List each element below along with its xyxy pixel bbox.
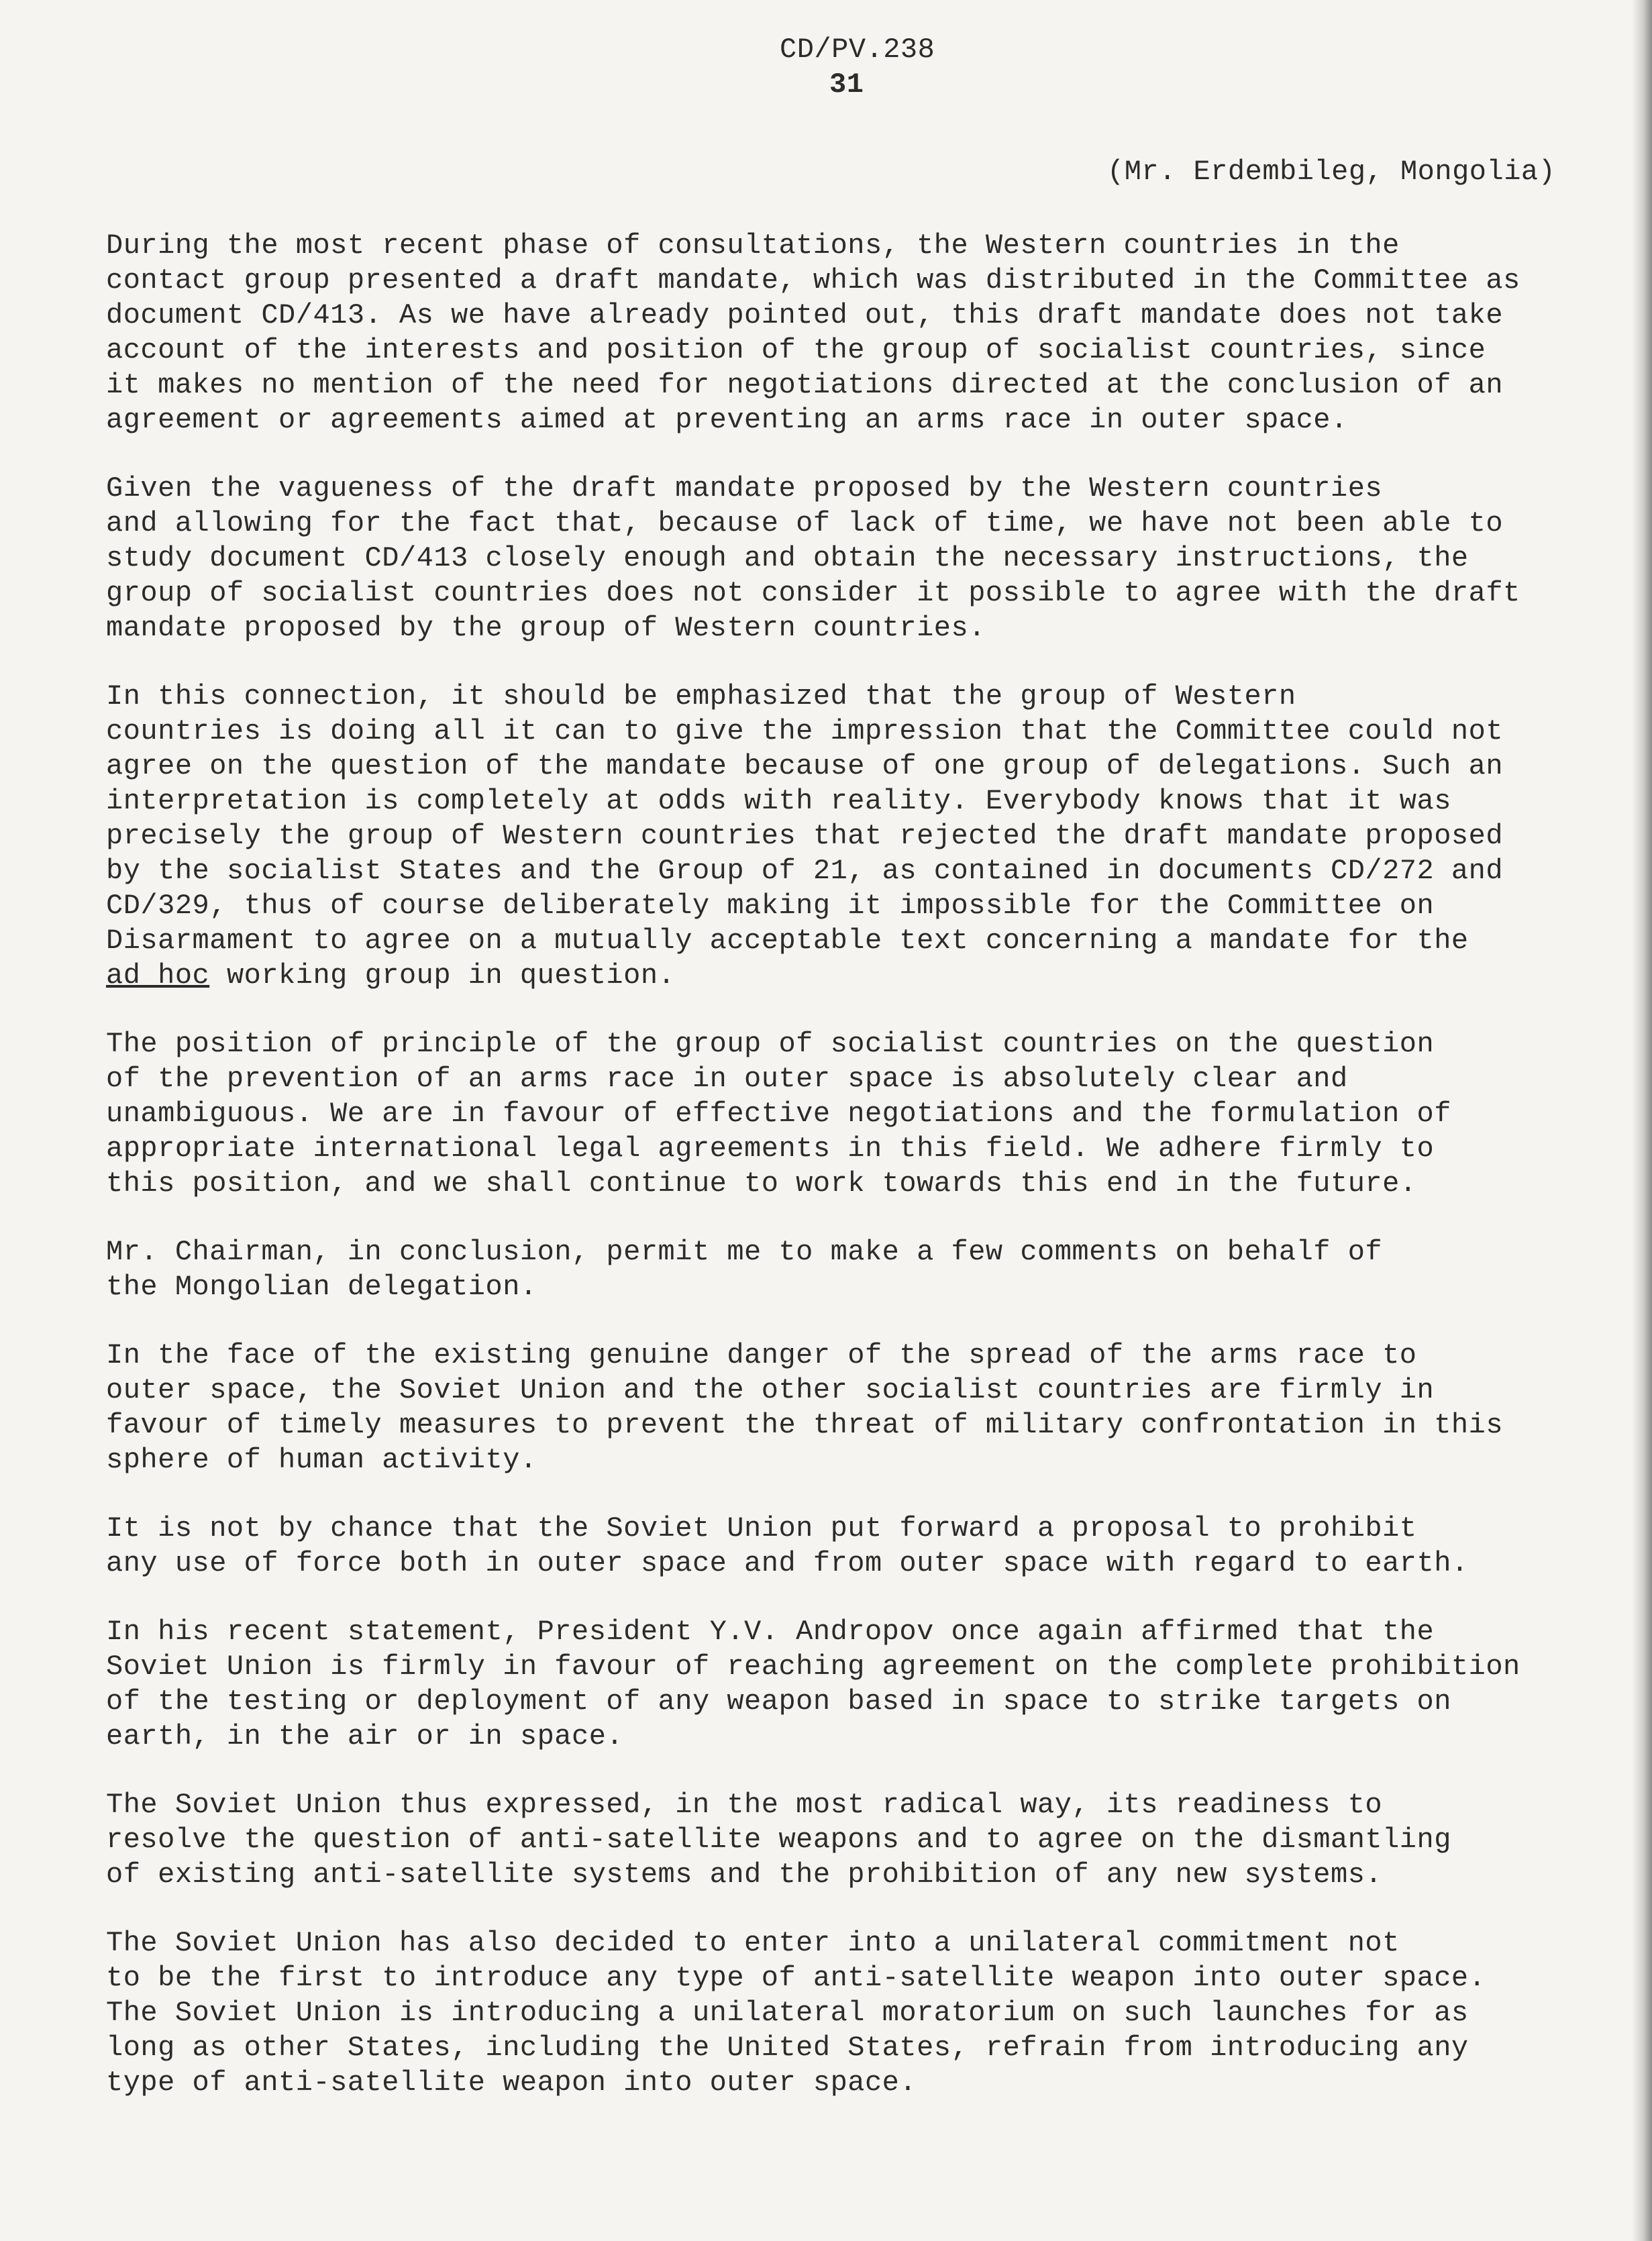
- paragraph: In his recent statement, President Y.V. Andropov once again affirmed that the Soviet Union is firmly in favour of reaching agreement on the complete prohibition of the testing or deployment of any weapon based in space to strike targets on earth, in the air or in space.: [106, 1616, 1520, 1753]
- paragraph: Mr. Chairman, in conclusion, permit me to make a few comments on behalf of the Mongolian delegation.: [106, 1236, 1383, 1303]
- paragraph: In the face of the existing genuine danger of the spread of the arms race to outer space, the Soviet Union and the other socialist countries are firmly in favour of timely measures to prevent the threat of military confrontation in this sphere of human activity.: [106, 1339, 1504, 1476]
- paragraph: Given the vagueness of the draft mandate proposed by the Western countries and allowing for the fact that, because of lack of time, we have not been able to study document CD/413 closely enough and obtain the necessary instructions, the group of socialist countries does not consider it possible to agree with the draft mandate proposed by the group of Western countries.: [106, 472, 1520, 644]
- page-edge-shadow: [1632, 0, 1652, 2241]
- paragraph: [106, 679, 1535, 993]
- document-body: [106, 228, 1535, 2134]
- paragraph: It is not by chance that the Soviet Union put forward a proposal to prohibit any use of force both in outer space and from outer space with regard to earth.: [106, 1512, 1469, 1579]
- speaker-attribution: (Mr. Erdembileg, Mongolia): [1107, 156, 1556, 188]
- paragraph: The position of principle of the group of socialist countries on the question of the prevention of an arms race in outer space is absolutely clear and unambiguous. We are in favour of effective negotiations and the formulation of appropriate international legal agreements in this field. We adhere firmly to this position, and we shall continue to work towards this end in the future.: [106, 1028, 1451, 1200]
- document-reference: CD/PV.238: [780, 34, 935, 66]
- paragraph: The Soviet Union thus expressed, in the most radical way, its readiness to resolve the question of anti-satellite weapons and to agree on the dismantling of existing anti-satellite systems and the prohibition of any new systems.: [106, 1789, 1451, 1891]
- paragraph: During the most recent phase of consultations, the Western countries in the contact group presented a draft mandate, which was distributed in the Committee as document CD/413. As we have already pointed out, this draft mandate does not take account of the interests and position of the group of socialist countries, since it makes no mention of the need for negotiations directed at the conclusion of an agreement or agreements aimed at preventing an arms race in outer space.: [106, 229, 1520, 436]
- paragraph-text: In this connection, it should be emphasized that the group of Western countries is doing all it can to give the impression that the Committee could not agree on the question of the mandate because of one group of delegations. Such an interpretation is completely at odds with reality. Everybody knows that it was precisely the group of Western countries that rejected the draft mandate proposed by the socialist States and the Group of 21, as contained in documents CD/272 and CD/329, thus of course deliberately making it impossible for the Committee on Disarmament to agree on a mutually acceptable text concerning a mandate for the: [106, 680, 1504, 957]
- page-number: 31: [829, 68, 864, 101]
- underlined-term: ad hoc: [106, 959, 210, 992]
- paragraph: The Soviet Union has also decided to enter into a unilateral commitment not to be the first to introduce any type of anti-satellite weapon into outer space. The Soviet Union is introducing a unilateral moratorium on such launches for as long as other States, including the United States, refrain from introducing any type of anti-satellite weapon into outer space.: [106, 1927, 1486, 2099]
- paragraph-tail: working group in question.: [209, 959, 676, 992]
